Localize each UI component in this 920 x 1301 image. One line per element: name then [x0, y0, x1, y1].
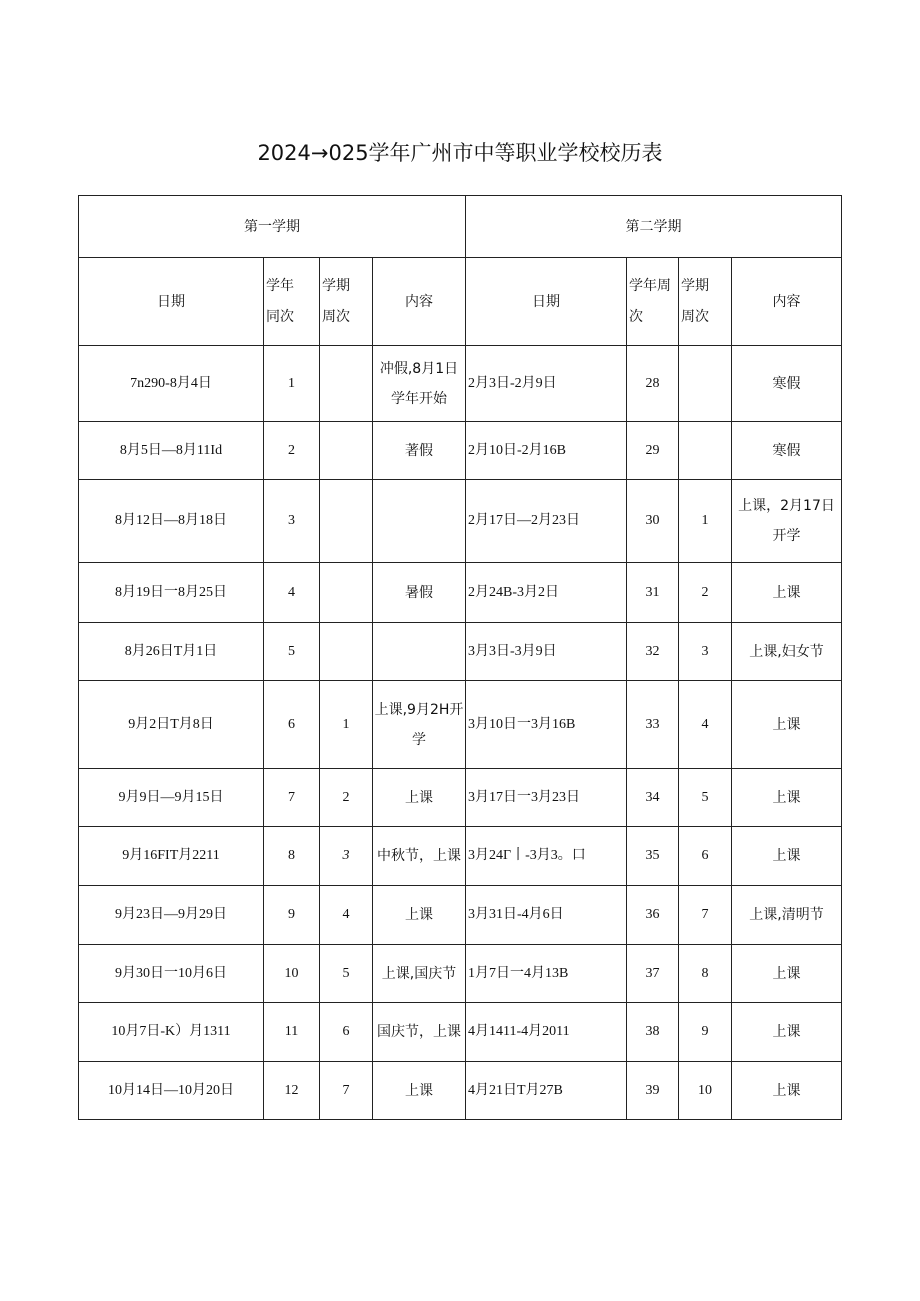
- school-week-cell: 4: [264, 563, 320, 623]
- date-cell: 8月19日一8月25日: [79, 563, 264, 623]
- content-cell: 上课: [373, 1062, 466, 1120]
- school-week-cell: 31: [627, 563, 679, 623]
- content-cell: 著假: [373, 422, 466, 480]
- date-cell: 4月21日T月27B: [466, 1062, 627, 1120]
- header-date-1: 日期: [79, 258, 264, 346]
- school-week-cell: 3: [264, 480, 320, 563]
- table-row: [79, 681, 842, 769]
- date-cell: 7n290-8月4日: [79, 346, 264, 422]
- date-cell: 9月30日一10月6日: [79, 945, 264, 1003]
- table-row: [79, 623, 842, 681]
- date-cell: 3月17日一3月23日: [466, 769, 627, 827]
- school-week-cell: 35: [627, 827, 679, 886]
- header-term-week-1-line2: 周次: [322, 308, 350, 325]
- content-cell: 寒假: [732, 422, 842, 480]
- school-week-cell: 10: [264, 945, 320, 1003]
- term-week-cell: 10: [679, 1062, 732, 1120]
- header-term-week-2: [679, 258, 732, 346]
- date-cell: 8月12日—8月18日: [79, 480, 264, 563]
- header-school-week-2: [627, 258, 679, 346]
- header-term-week-1-line1: 学期: [322, 277, 350, 294]
- content-cell: 上课,妇女节: [732, 623, 842, 681]
- term-week-cell: 3: [320, 827, 373, 886]
- school-week-cell: 32: [627, 623, 679, 681]
- header-term-week-1: [320, 258, 373, 346]
- school-week-cell: 2: [264, 422, 320, 480]
- content-cell: 上课: [732, 827, 842, 886]
- term-week-cell: 4: [320, 886, 373, 945]
- content-cell: 中秋节，上课: [373, 827, 466, 886]
- term-week-cell: 4: [679, 681, 732, 769]
- date-cell: 9月2日T月8日: [79, 681, 264, 769]
- header-school-week-1-line2: 同次: [266, 308, 294, 325]
- content-cell: 上课: [732, 1003, 842, 1062]
- table-row: [79, 769, 842, 827]
- content-cell: 上课: [732, 945, 842, 1003]
- content-cell: 上课，2月17日开学: [732, 480, 842, 563]
- header-term-week-2-line1: 学期: [681, 277, 709, 294]
- term-week-cell: 2: [320, 769, 373, 827]
- school-week-cell: 11: [264, 1003, 320, 1062]
- semester2-label: 第二学期: [466, 196, 842, 258]
- term-week-cell: 1: [320, 681, 373, 769]
- date-cell: 10月14日—10月20日: [79, 1062, 264, 1120]
- table-row: [79, 1003, 842, 1062]
- date-cell: 8月26日T月1日: [79, 623, 264, 681]
- term-week-cell: [320, 623, 373, 681]
- page-title: 2024→025学年广州市中等职业学校校历表: [257, 141, 663, 165]
- school-week-cell: 38: [627, 1003, 679, 1062]
- semester1-label: 第一学期: [79, 196, 466, 258]
- header-content-1: 内容: [373, 258, 466, 346]
- table-row: [79, 886, 842, 945]
- column-header-row: [79, 258, 842, 346]
- table-row: [79, 827, 842, 886]
- term-week-cell: 6: [679, 827, 732, 886]
- term-week-cell: 6: [320, 1003, 373, 1062]
- date-cell: 1月7日一4月13B: [466, 945, 627, 1003]
- date-cell: 9月23日—9月29日: [79, 886, 264, 945]
- school-week-cell: 28: [627, 346, 679, 422]
- content-cell: 冲假,8月1日学年开始: [373, 346, 466, 422]
- table-row: [79, 945, 842, 1003]
- school-week-cell: 39: [627, 1062, 679, 1120]
- school-week-cell: 8: [264, 827, 320, 886]
- date-cell: 2月24B-3月2日: [466, 563, 627, 623]
- content-cell: 上课: [373, 886, 466, 945]
- date-cell: 9月9日—9月15日: [79, 769, 264, 827]
- date-cell: 8月5日—8月11Id: [79, 422, 264, 480]
- term-week-cell: [320, 346, 373, 422]
- term-week-cell: 9: [679, 1003, 732, 1062]
- content-cell: [373, 480, 466, 563]
- date-cell: 3月24Γ丨-3月3。口: [466, 827, 627, 886]
- date-cell: 4月1411-4月2011: [466, 1003, 627, 1062]
- school-week-cell: 12: [264, 1062, 320, 1120]
- term-week-cell: 5: [679, 769, 732, 827]
- content-cell: 暑假: [373, 563, 466, 623]
- school-week-cell: 36: [627, 886, 679, 945]
- header-date-2: 日期: [466, 258, 627, 346]
- date-cell: 3月3日-3月9日: [466, 623, 627, 681]
- semester-header-row: [79, 196, 842, 258]
- school-week-cell: 6: [264, 681, 320, 769]
- header-school-week-1: [264, 258, 320, 346]
- term-week-cell: 1: [679, 480, 732, 563]
- school-week-cell: 9: [264, 886, 320, 945]
- content-cell: 上课: [732, 563, 842, 623]
- calendar-rows: [79, 346, 842, 1120]
- school-week-cell: 7: [264, 769, 320, 827]
- content-cell: [373, 623, 466, 681]
- term-week-cell: [679, 422, 732, 480]
- school-week-cell: 37: [627, 945, 679, 1003]
- content-cell: 上课: [373, 769, 466, 827]
- term-week-cell: [320, 422, 373, 480]
- term-week-cell: 5: [320, 945, 373, 1003]
- header-school-week-2-line1: 学年周: [629, 277, 671, 294]
- term-week-cell: 3: [679, 623, 732, 681]
- term-week-cell: 7: [320, 1062, 373, 1120]
- header-term-week-2-line2: 周次: [681, 308, 709, 325]
- date-cell: 3月31日-4月6日: [466, 886, 627, 945]
- content-cell: 上课,清明节: [732, 886, 842, 945]
- table-row: [79, 346, 842, 422]
- content-cell: 上课: [732, 1062, 842, 1120]
- term-week-cell: [320, 480, 373, 563]
- date-cell: 2月17日—2月23日: [466, 480, 627, 563]
- content-cell: 国庆节，上课: [373, 1003, 466, 1062]
- term-week-cell: [679, 346, 732, 422]
- content-cell: 上课,国庆节: [373, 945, 466, 1003]
- table-row: [79, 1062, 842, 1120]
- table-row: [79, 480, 842, 563]
- date-cell: 9月16FIT月2211: [79, 827, 264, 886]
- school-week-cell: 5: [264, 623, 320, 681]
- school-week-cell: 29: [627, 422, 679, 480]
- school-week-cell: 30: [627, 480, 679, 563]
- school-week-cell: 33: [627, 681, 679, 769]
- term-week-cell: 8: [679, 945, 732, 1003]
- school-week-cell: 34: [627, 769, 679, 827]
- content-cell: 上课: [732, 681, 842, 769]
- table-row: [79, 422, 842, 480]
- header-school-week-2-line2: 次: [629, 308, 643, 325]
- term-week-cell: 7: [679, 886, 732, 945]
- calendar-table: [78, 195, 842, 1120]
- date-cell: 2月3日-2月9日: [466, 346, 627, 422]
- date-cell: 10月7日-K）月1311: [79, 1003, 264, 1062]
- term-week-cell: [320, 563, 373, 623]
- content-cell: 寒假: [732, 346, 842, 422]
- table-row: [79, 563, 842, 623]
- header-school-week-1-line1: 学年: [266, 277, 294, 294]
- date-cell: 2月10日-2月16B: [466, 422, 627, 480]
- content-cell: 上课,9月2H开学: [373, 681, 466, 769]
- date-cell: 3月10日一3月16B: [466, 681, 627, 769]
- school-week-cell: 1: [264, 346, 320, 422]
- header-content-2: 内容: [732, 258, 842, 346]
- content-cell: 上课: [732, 769, 842, 827]
- term-week-cell: 2: [679, 563, 732, 623]
